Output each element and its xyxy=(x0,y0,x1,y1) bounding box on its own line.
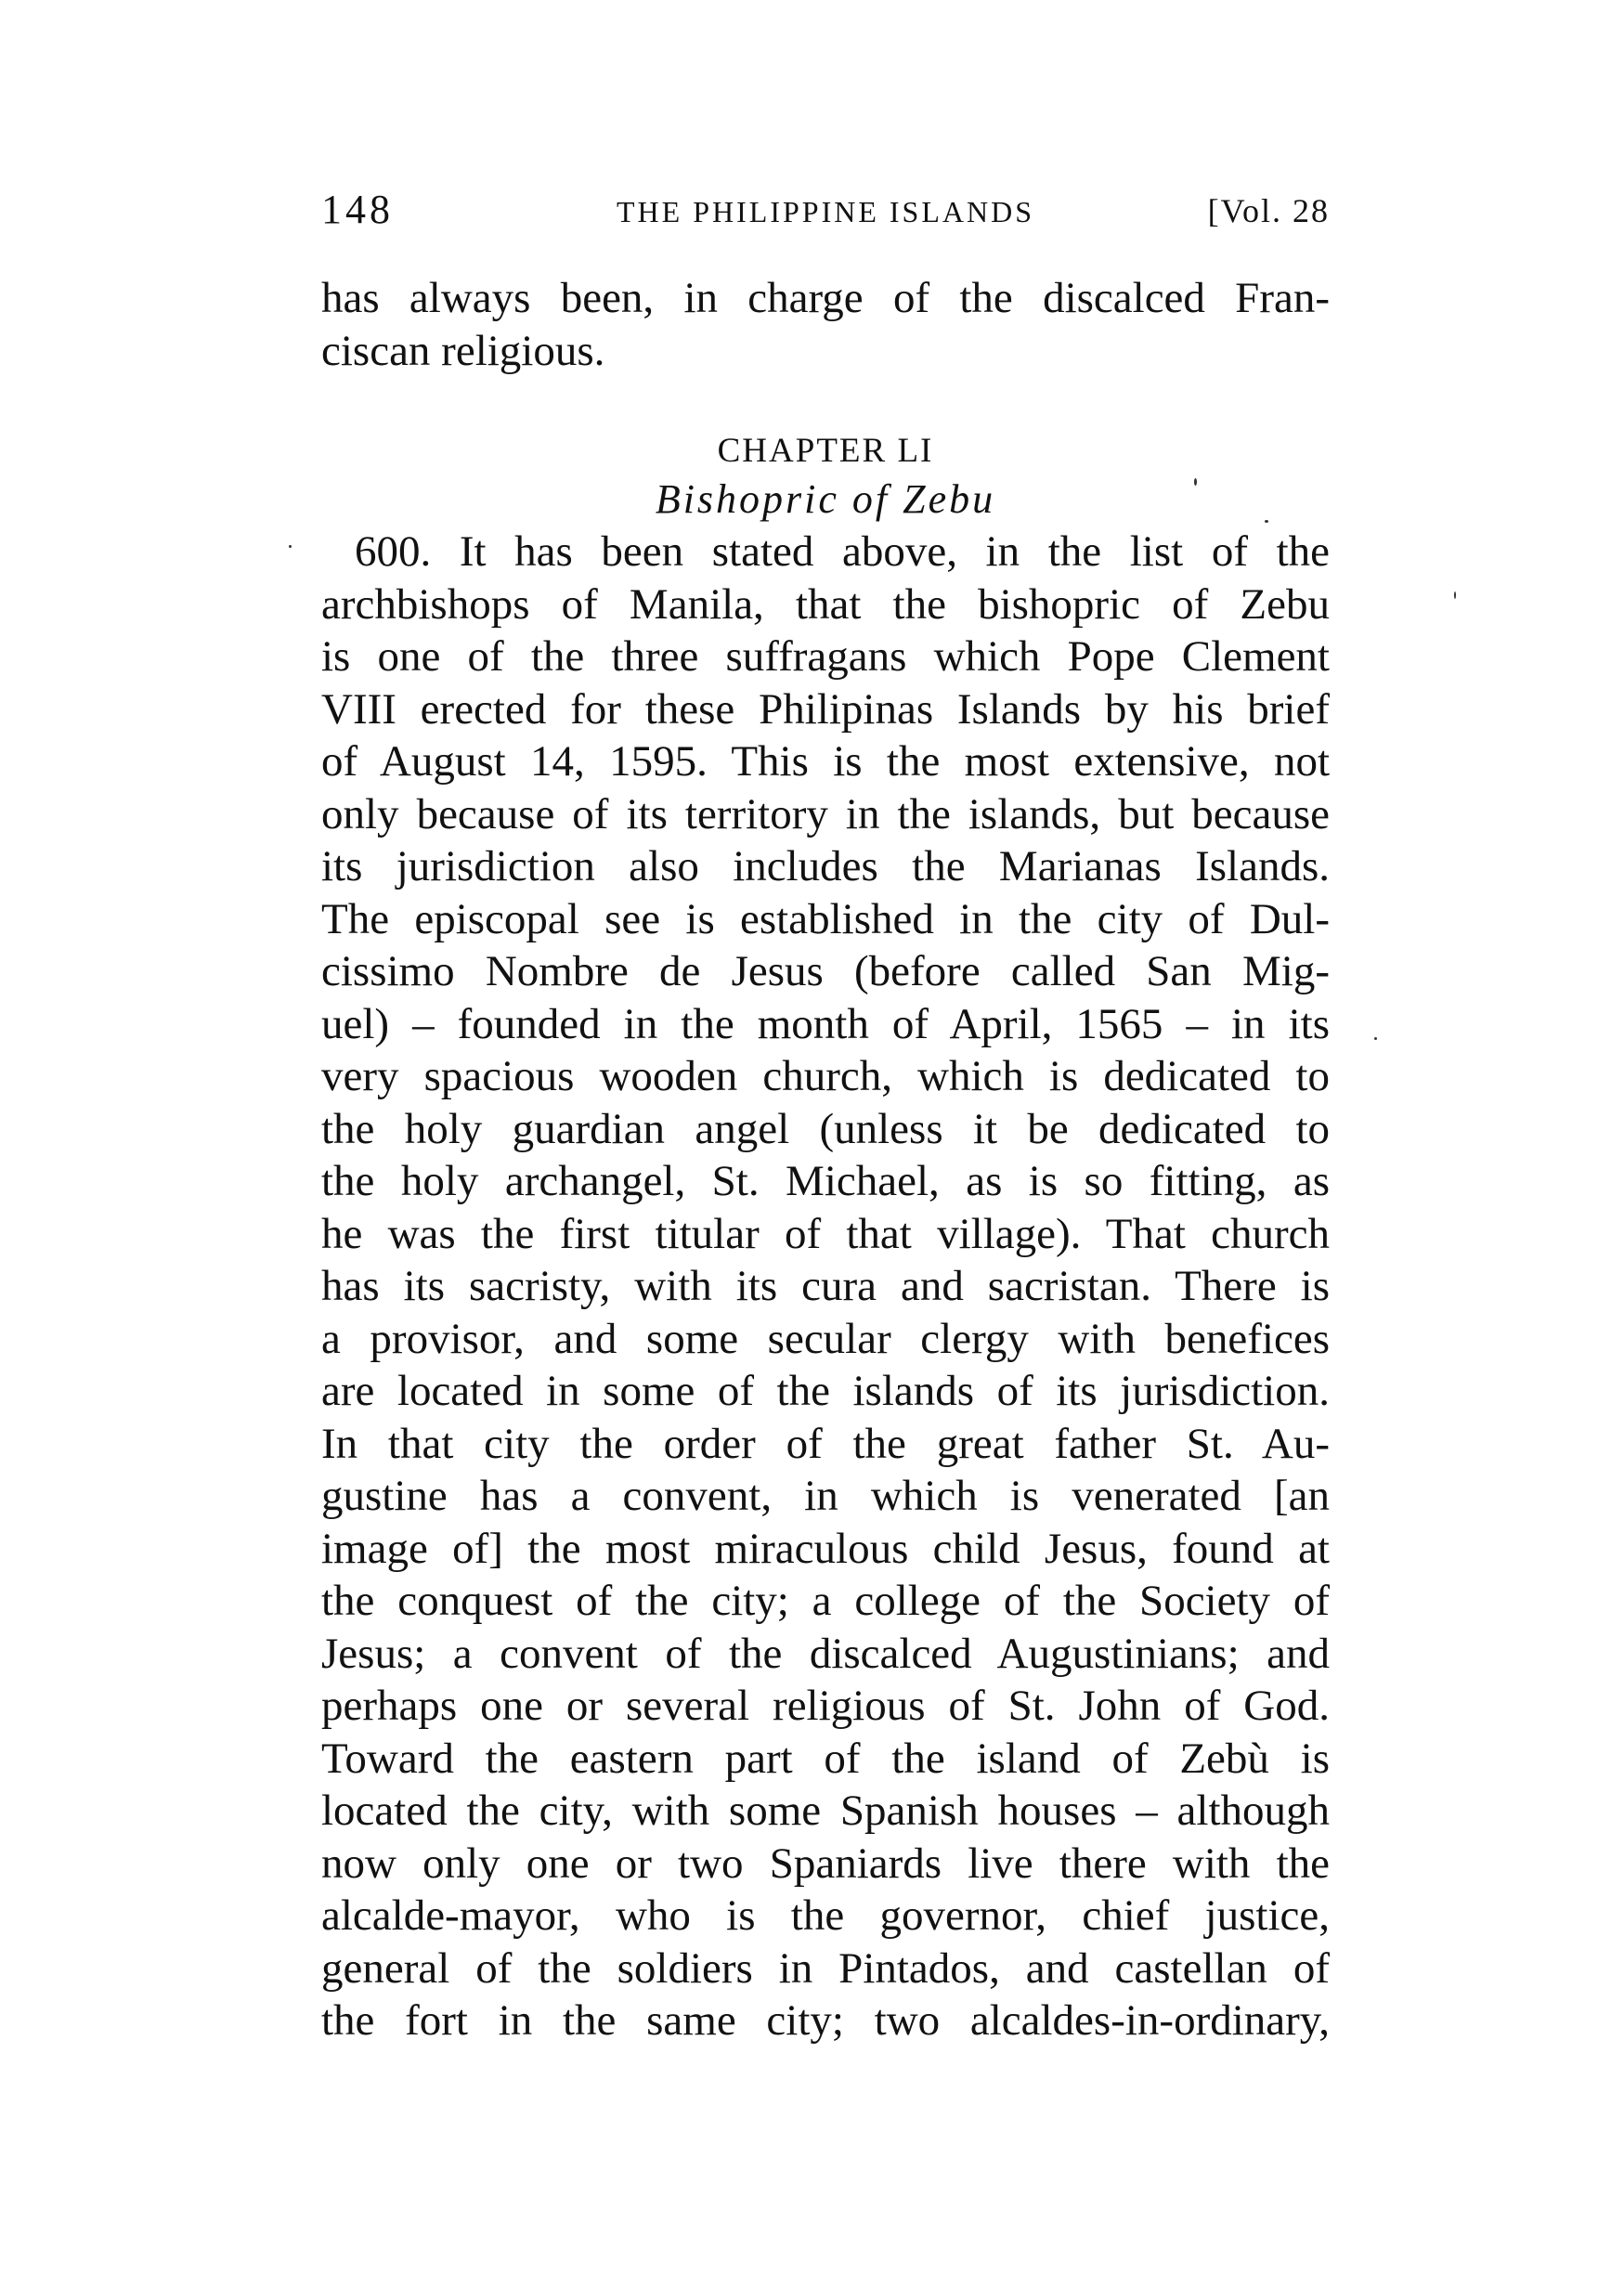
scan-speck xyxy=(1265,520,1268,523)
text-line: 600. It has been stated above, in the list of the xyxy=(355,527,1330,576)
text-line: alcalde-mayor, who is the governor, chief justice, xyxy=(321,1891,1330,1940)
text-line: has always been, in charge of the discalced Fran- xyxy=(321,274,1330,322)
text-line: he was the first titular of that village). That church xyxy=(321,1209,1330,1258)
text-line: its jurisdiction also includes the Marianas Islands. xyxy=(321,842,1330,890)
running-head xyxy=(321,182,1330,238)
text-line: general of the soldiers in Pintados, and castellan of xyxy=(321,1943,1330,1993)
text-line: very spacious wooden church, which is dedicated to xyxy=(321,1052,1330,1100)
scan-speck xyxy=(289,545,292,548)
text-line: located the city, with some Spanish houses – although xyxy=(321,1787,1330,1835)
text-line: perhaps one or several religious of St. John of God. xyxy=(321,1682,1330,1730)
scan-speck xyxy=(1374,1037,1377,1040)
paragraph-600 xyxy=(321,526,1330,2047)
book-title: THE PHILIPPINE ISLANDS xyxy=(617,195,1034,228)
text-line: The episcopal see is established in the city of Dul- xyxy=(321,894,1330,943)
text-line: Jesus; a convent of the discalced Augustinians; and xyxy=(321,1629,1330,1678)
text-line: the holy archangel, St. Michael, as is so fitting, as xyxy=(321,1157,1330,1205)
text-line: the conquest of the city; a college of the Society of xyxy=(321,1577,1330,1625)
text-line: ciscan religious. xyxy=(321,326,605,375)
text-line: image of] the most miraculous child Jesus, found at xyxy=(321,1524,1330,1573)
text-line: archbishops of Manila, that the bishopric of Zebu xyxy=(321,579,1330,629)
scan-speck xyxy=(1194,478,1197,486)
text-line: uel) – founded in the month of April, 1565 – in its xyxy=(321,999,1330,1048)
page-number: 148 xyxy=(321,187,394,232)
text-line: now only one or two Spaniards live there with the xyxy=(321,1839,1330,1888)
text-line: VIII erected for these Philipinas Islands by his brief xyxy=(321,684,1330,734)
text-line: of August 14, 1595. This is the most extensive, not xyxy=(321,737,1330,786)
scan-speck xyxy=(1454,591,1456,599)
chapter-heading: CHAPTER LI xyxy=(717,432,934,470)
text-line: only because of its territory in the islands, but because xyxy=(321,789,1330,838)
text-line: cissimo Nombre de Jesus (before called San Mig- xyxy=(321,947,1330,995)
text-line: has its sacristy, with its cura and sacristan. There is xyxy=(321,1262,1330,1310)
text-line: is one of the three suffragans which Pope Clement xyxy=(321,632,1330,681)
text-line: Toward the eastern part of the island of Zebù is xyxy=(321,1734,1330,1783)
text-line: a provisor, and some secular clergy with benefices xyxy=(321,1314,1330,1363)
volume-label: [Vol. 28 xyxy=(1207,192,1330,229)
text-line: the holy guardian angel (unless it be dedicated to xyxy=(321,1104,1330,1153)
text-line: are located in some of the islands of its jurisdiction. xyxy=(321,1367,1330,1415)
page-body xyxy=(321,272,1330,2047)
chapter-subtitle: Bishopric of Zebu xyxy=(655,475,996,522)
text-line: the fort in the same city; two alcaldes-in-ordinary, xyxy=(321,1996,1330,2045)
text-line: gustine has a convent, in which is venerated [an xyxy=(321,1472,1330,1520)
text-line: In that city the order of the great father St. Au- xyxy=(321,1419,1330,1468)
